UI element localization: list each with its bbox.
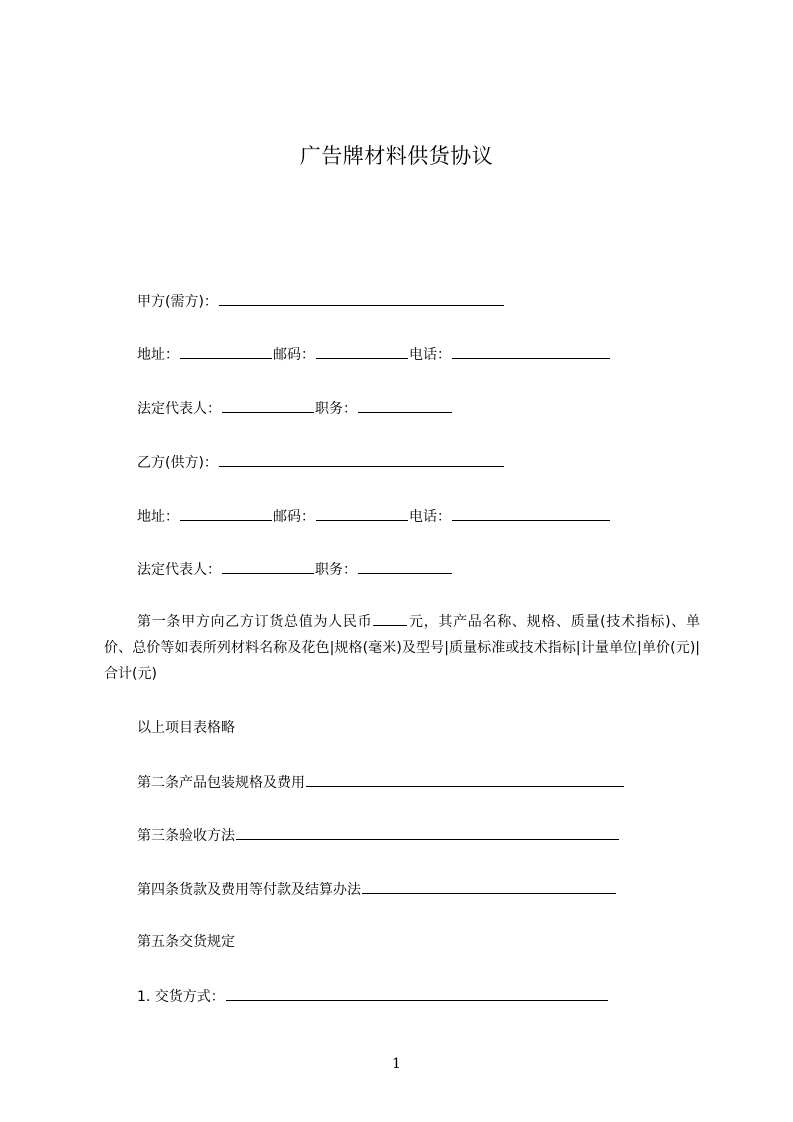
postcode-blank [316,344,408,359]
postcode-blank [316,506,408,521]
position-blank [358,559,452,574]
article-1-paragraph [104,609,700,687]
party-b-line [137,452,505,473]
party-a-line [137,291,505,312]
position-blank [358,398,452,413]
party-a-contact-line [137,344,611,365]
article-5-heading: 第五条交货规定 [137,934,235,950]
article-4-line [137,879,617,900]
party-b-contact-line [137,506,611,527]
inspection-blank [236,825,619,840]
payment-blank [362,879,616,894]
phone-label: 电话： [409,347,451,363]
delivery-method-line [137,986,609,1007]
party-b-name-blank [219,452,504,467]
document-title: 广告牌材料供货协议 [299,144,494,168]
phone-label: 电话： [409,509,451,525]
article-2-line [137,772,625,793]
party-b-rep-line [137,559,453,580]
representative-blank [222,398,314,413]
article-2-label: 第二条产品包装规格及费用 [137,775,305,791]
address-label: 地址： [137,347,179,363]
phone-blank [452,506,610,521]
address-blank [180,344,272,359]
article-1-text-end: 元，其产品名称、规格、质量(技术指标)、单价、总价等如表所列材料名称及花色|规格(毫米)及型号|质量标准或技术指标|计量单位|单价(元)|合计(元) [104,614,700,682]
article-4-label: 第四条货款及费用等付款及结算办法 [137,882,361,898]
article-3-label: 第三条验收方法 [137,828,235,844]
representative-label: 法定代表人： [137,401,221,417]
total-amount-blank [373,611,407,626]
position-label: 职务： [315,401,357,417]
phone-blank [452,344,610,359]
delivery-method-blank [226,986,608,1001]
address-blank [180,506,272,521]
party-a-rep-line [137,398,453,419]
party-a-name-blank [219,291,504,306]
article-1-text-start: 第一条甲方向乙方订货总值为人民币 [137,614,373,630]
party-a-label: 甲方(需方)： [137,294,218,310]
postcode-label: 邮码： [273,509,315,525]
position-label: 职务： [315,562,357,578]
address-label: 地址： [137,509,179,525]
article-3-line [137,825,620,846]
table-omitted-note: 以上项目表格略 [137,720,235,736]
packaging-blank [306,772,624,787]
party-b-label: 乙方(供方)： [137,455,218,471]
delivery-method-label: 1. 交货方式： [137,989,225,1005]
page-number: 1 [392,1056,401,1072]
postcode-label: 邮码： [273,347,315,363]
representative-blank [222,559,314,574]
representative-label: 法定代表人： [137,562,221,578]
